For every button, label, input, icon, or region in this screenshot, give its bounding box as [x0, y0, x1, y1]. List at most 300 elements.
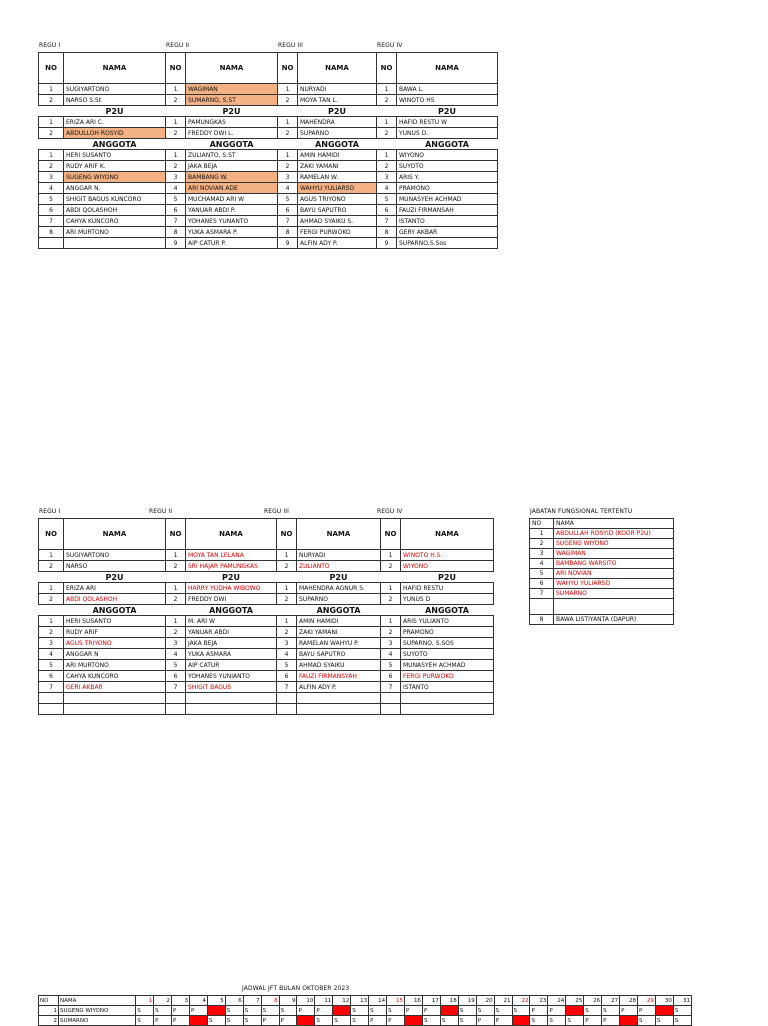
cell-nama: HAFID RESTU W [397, 117, 498, 128]
cell-nama [554, 599, 674, 615]
table-row [39, 84, 498, 95]
cell-no: 6 [39, 671, 64, 682]
cell-nama: SUGIYARTONO [64, 84, 166, 95]
shift-cell: P [602, 1016, 620, 1026]
cell-nama: MUNASYEH ACHMAD [397, 194, 498, 205]
section-label: ANGGOTA [64, 605, 166, 616]
table-row [39, 194, 498, 205]
off-day-cell [566, 1006, 584, 1016]
day-header: 13 [351, 996, 369, 1006]
off-day-cell [405, 1016, 423, 1026]
list-item [530, 559, 674, 569]
section-spacer [277, 605, 297, 616]
cell-nama: NARSO S.St [64, 95, 166, 106]
cell-nama: RUDY ARIF K. [64, 161, 166, 172]
day-header: 3 [172, 996, 190, 1006]
cell-nama [297, 704, 381, 715]
cell-no: 6 [39, 205, 64, 216]
cell-nama: RAMELAN W. [298, 172, 377, 183]
cell-no: 5 [530, 569, 554, 579]
shift-cell: S [333, 1016, 351, 1026]
cell-no: 6 [530, 579, 554, 589]
cell-nama: SUYOTO [401, 649, 494, 660]
list-item [530, 599, 674, 615]
shift-cell: S [494, 1006, 512, 1016]
column-header-nama: NAMA [186, 53, 278, 84]
shift-cell: S [136, 1006, 154, 1016]
shift-cell: S [369, 1006, 387, 1016]
shift-cell: S [512, 1006, 530, 1016]
regu-table-1 [38, 52, 498, 249]
day-header: 2 [154, 996, 172, 1006]
shift-cell: S [422, 1016, 440, 1026]
cell-no: 2 [39, 128, 64, 139]
cell-nama: SUYOTO [397, 161, 498, 172]
cell-no: 4 [381, 649, 401, 660]
cell-no: 7 [530, 589, 554, 599]
section-spacer [278, 106, 298, 117]
cell-no: 1 [39, 550, 64, 561]
cell-no: 8 [530, 615, 554, 625]
cell-nama: AHMAD SYAIKU [297, 660, 381, 671]
table-row [39, 704, 494, 715]
section-spacer [39, 139, 64, 150]
cell-nama: ABDULLAH ROSYID (KOOR P2U) [554, 529, 674, 539]
cell-no: 2 [277, 561, 297, 572]
cell-no: 4 [39, 649, 64, 660]
cell-nama: HARRY YUDHA WIBOWO [186, 583, 277, 594]
section-row [39, 572, 494, 583]
cell-nama: ARIS YULIANTO [401, 616, 494, 627]
cell-nama: ARI MURTONO [64, 660, 166, 671]
cell-no: 7 [166, 216, 186, 227]
table-row [39, 660, 494, 671]
day-header: 31 [673, 996, 691, 1006]
cell-nama [64, 704, 166, 715]
column-header-no: NO [166, 53, 186, 84]
jft-title: JABATAN FUNGSIONAL TERTENTU [530, 508, 633, 515]
cell-nama: ZULIANTO [297, 561, 381, 572]
column-header-no: NO [39, 519, 64, 550]
cell-no: 1 [277, 583, 297, 594]
cell-no: 4 [166, 183, 186, 194]
cell-no: 1 [377, 117, 397, 128]
section-row [39, 106, 498, 117]
cell-no [39, 238, 64, 249]
cell-nama: AMIN HAMIDI [297, 616, 381, 627]
cell-nama: ALFIN ADY P. [298, 238, 377, 249]
day-header: 22 [512, 996, 530, 1006]
cell-nama: MAHENDRA [298, 117, 377, 128]
shift-cell: S [458, 1016, 476, 1026]
list-item [530, 549, 674, 559]
cell-nama: YUKA ASMARA P. [186, 227, 278, 238]
cell-nama: ANGGAR N [64, 649, 166, 660]
cell-nama: ZULIANTO, S.ST [186, 150, 278, 161]
shift-cell: S [315, 1016, 333, 1026]
section-label: P2U [64, 106, 166, 117]
cell-nama [401, 693, 494, 704]
shift-cell: S [225, 1016, 243, 1026]
regu-label: REGU II [149, 508, 173, 515]
shift-cell: S [154, 1006, 172, 1016]
table-row [39, 627, 494, 638]
cell-no [277, 693, 297, 704]
cell-nama: SUMARNO [59, 1016, 136, 1026]
cell-no: 2 [166, 128, 186, 139]
cell-nama: WIYONO [401, 561, 494, 572]
table-row [39, 172, 498, 183]
column-header-nama: NAMA [397, 53, 498, 84]
table-row [39, 594, 494, 605]
shift-cell: S [548, 1016, 566, 1026]
section-spacer [381, 605, 401, 616]
table-row [39, 693, 494, 704]
schedule-row [39, 1016, 692, 1026]
cell-no: 5 [39, 660, 64, 671]
cell-nama: YOHANES YUNIANTO [186, 671, 277, 682]
off-day-cell [189, 1016, 207, 1026]
cell-nama: JAKA BEJA [186, 638, 277, 649]
cell-no: 6 [278, 205, 298, 216]
cell-nama: SUGENG WIYONO [59, 1006, 136, 1016]
shift-cell: P [476, 1016, 494, 1026]
header-row [39, 53, 498, 84]
shift-cell: S [673, 1006, 691, 1016]
cell-no: 1 [530, 529, 554, 539]
cell-nama: AIP CATUR [186, 660, 277, 671]
day-header: 14 [369, 996, 387, 1006]
shift-cell: P [387, 1016, 405, 1026]
cell-no: 1 [166, 550, 186, 561]
off-day-cell [512, 1016, 530, 1026]
table-row [39, 161, 498, 172]
cell-nama: AGUS TRIYONO [298, 194, 377, 205]
shift-cell: S [351, 1006, 369, 1016]
cell-no: 4 [39, 183, 64, 194]
cell-nama: RUDY ARIF [64, 627, 166, 638]
cell-no: 2 [377, 161, 397, 172]
shift-cell: P [584, 1016, 602, 1026]
jft-table [529, 518, 674, 625]
column-header-no: NO [381, 519, 401, 550]
cell-nama: BAWA L. [397, 84, 498, 95]
column-header-nama: NAMA [298, 53, 377, 84]
section-label: ANGGOTA [186, 139, 278, 150]
cell-no: 3 [39, 172, 64, 183]
cell-nama: FREDDY DWI L. [186, 128, 278, 139]
cell-no: 4 [277, 649, 297, 660]
section-label: P2U [186, 106, 278, 117]
cell-nama: YUNUS D [401, 594, 494, 605]
cell-nama: HERI SUSANTO [64, 616, 166, 627]
day-header: 29 [638, 996, 656, 1006]
cell-no: 8 [166, 227, 186, 238]
cell-no: 4 [166, 649, 186, 660]
cell-nama [64, 238, 166, 249]
cell-nama: SUGIYARTONO [64, 550, 166, 561]
cell-no: 2 [39, 1016, 59, 1026]
day-header: 17 [422, 996, 440, 1006]
shift-cell: S [351, 1016, 369, 1026]
shift-cell: S [243, 1016, 261, 1026]
cell-nama: ERIZA ARI [64, 583, 166, 594]
cell-no: 2 [381, 561, 401, 572]
table-row [39, 616, 494, 627]
cell-nama: MOYA TAN L. [298, 95, 377, 106]
cell-nama: NARSO [64, 561, 166, 572]
cell-no: 2 [278, 128, 298, 139]
cell-nama [186, 693, 277, 704]
cell-nama: SUMARNO, S.ST [186, 95, 278, 106]
column-header-no: NO [166, 519, 186, 550]
day-header: 10 [297, 996, 315, 1006]
list-item [530, 529, 674, 539]
day-header: 30 [655, 996, 673, 1006]
section-spacer [381, 572, 401, 583]
cell-no: 1 [39, 616, 64, 627]
cell-no: 2 [377, 128, 397, 139]
cell-no [277, 704, 297, 715]
shift-cell: S [387, 1006, 405, 1016]
section-label: ANGGOTA [298, 139, 377, 150]
cell-no: 2 [39, 594, 64, 605]
cell-no: 2 [39, 161, 64, 172]
table-row [39, 671, 494, 682]
day-header: 16 [405, 996, 423, 1006]
schedule-title: JADWAL JFT BULAN OKTOBER 2023 [242, 985, 350, 992]
cell-nama: CAHYA KUNCORO [64, 671, 166, 682]
section-spacer [377, 139, 397, 150]
regu-label: REGU IV [377, 508, 403, 515]
regu-label: REGU III [278, 42, 304, 49]
cell-nama: ARI NOVIAN ADE [186, 183, 278, 194]
regu-label: REGU I [39, 42, 61, 49]
cell-no: 1 [39, 1006, 59, 1016]
cell-nama: JAKA BEJA [186, 161, 278, 172]
cell-nama: PAMUNGKAS [186, 117, 278, 128]
cell-no: 2 [278, 95, 298, 106]
cell-nama: MAHENDRA AGNUR S. [297, 583, 381, 594]
day-header: 7 [243, 996, 261, 1006]
table-row [39, 183, 498, 194]
cell-nama [186, 704, 277, 715]
shift-cell: P [530, 1006, 548, 1016]
section-row [39, 605, 494, 616]
cell-no: 7 [381, 682, 401, 693]
cell-nama: ANGGAR N. [64, 183, 166, 194]
cell-nama: WIYONO [397, 150, 498, 161]
cell-no: 8 [377, 227, 397, 238]
day-header: 21 [494, 996, 512, 1006]
cell-no: 6 [166, 671, 186, 682]
shift-cell: S [243, 1006, 261, 1016]
cell-nama: PRAMONO [397, 183, 498, 194]
cell-nama: ARI NOVIAN [554, 569, 674, 579]
day-header: 5 [207, 996, 225, 1006]
section-label: P2U [401, 572, 494, 583]
cell-no: 3 [39, 638, 64, 649]
cell-nama: GERY AKBAR [397, 227, 498, 238]
cell-nama: PRAMONO [401, 627, 494, 638]
cell-no: 1 [278, 84, 298, 95]
cell-no: 1 [166, 117, 186, 128]
shift-cell: P [172, 1016, 190, 1026]
day-header: 12 [333, 996, 351, 1006]
cell-no: 1 [377, 150, 397, 161]
shift-cell: S [566, 1016, 584, 1026]
table-row [39, 682, 494, 693]
shift-cell: S [476, 1006, 494, 1016]
table-row [39, 638, 494, 649]
cell-nama: GERI AKBAR [64, 682, 166, 693]
cell-nama: SHIGIT BAGUS [186, 682, 277, 693]
cell-no: 1 [39, 117, 64, 128]
column-header-no: NO [277, 519, 297, 550]
cell-nama: ISTANTO [401, 682, 494, 693]
cell-no: 9 [166, 238, 186, 249]
cell-nama: ABDULLOH ROSYID [64, 128, 166, 139]
list-item [530, 569, 674, 579]
day-header: 15 [387, 996, 405, 1006]
cell-nama: WINOTO H.S. [401, 550, 494, 561]
cell-no: 1 [377, 84, 397, 95]
cell-no: 2 [166, 95, 186, 106]
shift-cell: S [207, 1016, 225, 1026]
shift-cell: S [136, 1016, 154, 1026]
cell-nama: ZAKI YAMANI [297, 627, 381, 638]
cell-no: 6 [377, 205, 397, 216]
cell-no: 6 [277, 671, 297, 682]
cell-nama: YOHANES YUNANTO [186, 216, 278, 227]
cell-nama: ABDI QOLASHOH [64, 594, 166, 605]
cell-nama [64, 693, 166, 704]
shift-cell: S [602, 1006, 620, 1016]
list-item [530, 579, 674, 589]
cell-no: 5 [166, 660, 186, 671]
cell-no: 5 [277, 660, 297, 671]
cell-nama: AHMAD SYAIKU S. [298, 216, 377, 227]
shift-cell: P [261, 1016, 279, 1026]
cell-no [530, 599, 554, 615]
day-header: 23 [530, 996, 548, 1006]
cell-no: 7 [377, 216, 397, 227]
list-item [530, 589, 674, 599]
header-row [39, 996, 692, 1006]
cell-nama: FREDDY DWI [186, 594, 277, 605]
cell-no: 1 [166, 616, 186, 627]
day-header: 9 [279, 996, 297, 1006]
day-header: 6 [225, 996, 243, 1006]
cell-no: 7 [166, 682, 186, 693]
cell-nama: MOYA TAN LELANA [186, 550, 277, 561]
section-spacer [39, 605, 64, 616]
table-row [39, 205, 498, 216]
column-header-nama: NAMA [64, 519, 166, 550]
cell-no: 3 [166, 172, 186, 183]
off-day-cell [655, 1006, 673, 1016]
shift-cell: P [315, 1006, 333, 1016]
cell-no: 3 [277, 638, 297, 649]
column-header-no: NO [530, 519, 554, 529]
section-spacer [39, 572, 64, 583]
regu-label: REGU III [264, 508, 290, 515]
cell-nama: SUGENG WIYONO [554, 539, 674, 549]
section-spacer [166, 139, 186, 150]
cell-no: 5 [166, 194, 186, 205]
cell-no: 2 [166, 627, 186, 638]
section-spacer [166, 106, 186, 117]
cell-nama: AIP CATUR P. [186, 238, 278, 249]
column-header-nama: NAMA [554, 519, 674, 529]
cell-no: 5 [278, 194, 298, 205]
cell-no: 7 [277, 682, 297, 693]
day-header: 28 [620, 996, 638, 1006]
shift-cell: S [261, 1006, 279, 1016]
cell-nama [297, 693, 381, 704]
cell-nama: FAUZI FIRMANSYAH [297, 671, 381, 682]
cell-no: 3 [377, 172, 397, 183]
cell-no [39, 693, 64, 704]
column-header-nama: NAMA [59, 996, 136, 1006]
cell-nama: MUCHAMAD ARI W [186, 194, 278, 205]
table-row [39, 95, 498, 106]
section-row [39, 139, 498, 150]
cell-no: 1 [381, 550, 401, 561]
shift-cell: P [279, 1016, 297, 1026]
cell-no: 2 [381, 594, 401, 605]
shift-cell: S [440, 1016, 458, 1026]
section-label: P2U [186, 572, 277, 583]
cell-no: 1 [381, 616, 401, 627]
section-label: ANGGOTA [401, 605, 494, 616]
cell-no: 5 [39, 194, 64, 205]
table-row [39, 649, 494, 660]
column-header-nama: NAMA [64, 53, 166, 84]
cell-no: 1 [381, 583, 401, 594]
cell-nama: BAMBANG W. [186, 172, 278, 183]
off-day-cell [620, 1016, 638, 1026]
cell-no: 9 [377, 238, 397, 249]
cell-nama: ISTANTO [397, 216, 498, 227]
cell-nama: SUPARNO [297, 594, 381, 605]
cell-nama: FERGI PURWOKO [401, 671, 494, 682]
cell-nama: SUPARNO,S.Sos [397, 238, 498, 249]
cell-no: 2 [277, 594, 297, 605]
cell-no: 8 [39, 227, 64, 238]
shift-cell: S [673, 1016, 691, 1026]
cell-nama: YANUAR ABDI [186, 627, 277, 638]
cell-no: 1 [39, 84, 64, 95]
cell-nama: BAMBANG WARSITO [554, 559, 674, 569]
cell-no: 2 [166, 594, 186, 605]
section-label: ANGGOTA [397, 139, 498, 150]
day-header: 25 [566, 996, 584, 1006]
off-day-cell [440, 1006, 458, 1016]
column-header-no: NO [278, 53, 298, 84]
cell-nama: WAHYU YULIARSO [298, 183, 377, 194]
shift-cell: P [548, 1006, 566, 1016]
cell-no: 3 [166, 638, 186, 649]
day-header: 19 [458, 996, 476, 1006]
shift-cell: P [172, 1006, 190, 1016]
day-header: 24 [548, 996, 566, 1006]
shift-cell: P [620, 1006, 638, 1016]
cell-no: 5 [377, 194, 397, 205]
cell-nama: WINOTO HS [397, 95, 498, 106]
cell-nama: YANUAR ABDI P. [186, 205, 278, 216]
cell-no: 2 [278, 161, 298, 172]
